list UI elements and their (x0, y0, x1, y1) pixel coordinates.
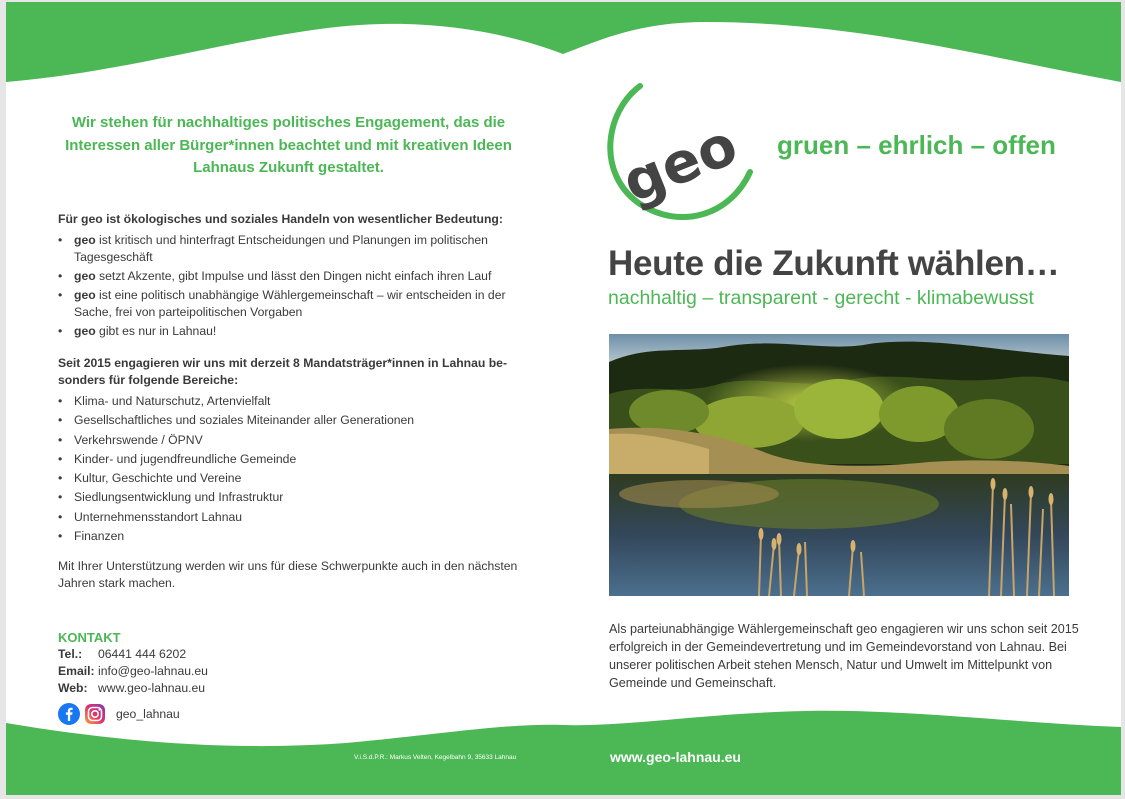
list-item: • Unternehmensstandort Lahnau (58, 509, 528, 526)
geo-logo (600, 64, 760, 224)
left-slogan: Wir stehen für nachhaltiges politisches Engagement, das die Interessen aller Bürger*innen beachtet und mit kreativen Ideen Lahnaus Zukunft gestaltet. (65, 114, 512, 176)
subheadline: nachhaltig – transparent - gerecht - klimabewusst (608, 287, 1034, 309)
contact-email-row (58, 663, 358, 680)
tagline: gruen – ehrlich – offen (777, 130, 1056, 160)
phone-label: Tel.: (58, 647, 83, 661)
web-label: Web: (58, 681, 88, 695)
email-link[interactable]: info@geo-lahnau.eu (98, 664, 208, 678)
areas-list (58, 393, 528, 545)
headline: Heute die Zukunft wählen… (608, 244, 1060, 283)
principles-section (58, 211, 528, 342)
contact-title: KONTAKT (58, 630, 121, 645)
list-item: • geo ist kritisch und hinterfragt Entscheidungen und Planungen im politischen Tagesgeschäft (58, 232, 528, 266)
list-item: • Finanzen (58, 528, 528, 545)
phone-number[interactable]: 06441 444 6202 (98, 647, 187, 661)
list-item: • Verkehrswende / ÖPNV (58, 432, 528, 449)
imprint-text: V.i.S.d.P.R.: Markus Velten, Kegelbahn 9, 35633 Lahnau (354, 754, 517, 761)
top-green-wave (6, 2, 1121, 92)
footer-website-link[interactable]: www.geo-lahnau.eu (610, 749, 741, 765)
social-handle[interactable]: geo_lahnau (116, 706, 180, 721)
list-item: • Kultur, Geschichte und Vereine (58, 470, 528, 487)
list-item: • Gesellschaftliches und soziales Miteinander aller Generationen (58, 412, 528, 429)
principles-list (58, 232, 528, 340)
bottom-green-wave (6, 703, 1121, 795)
list-item: • geo setzt Akzente, gibt Impulse und lässt den Dingen nicht einfach ihren Lauf (58, 268, 528, 285)
list-item: • geo gibt es nur in Lahnau! (58, 323, 528, 340)
web-link[interactable]: www.geo-lahnau.eu (98, 681, 206, 695)
list-item: • geo ist eine politisch unabhängige Wählergemeinschaft – wir entscheiden in der Sache, frei von parteipolitischen Vorgaben (58, 287, 528, 321)
principles-heading: Für geo ist ökologisches und soziales Handeln von wesentlicher Bedeutung: (58, 212, 503, 226)
support-text: Mit Ihrer Unterstützung werden wir uns für diese Schwerpunkte auch in den nächsten Jahren stark machen. (58, 559, 518, 590)
lake-landscape-photo (609, 334, 1069, 596)
flyer-page (6, 2, 1121, 795)
email-label: Email: (58, 664, 95, 678)
areas-section (58, 355, 528, 547)
list-item: • Siedlungsentwicklung und Infrastruktur (58, 489, 528, 506)
list-item: • Kinder- und jugendfreundliche Gemeinde (58, 451, 528, 468)
contact-phone-row (58, 646, 358, 663)
contact-web-row (58, 680, 358, 697)
areas-heading: Seit 2015 engagieren wir uns mit derzeit 8 Mandatsträger*innen in Lahnau be-sonders für folgende Bereiche: (58, 356, 508, 387)
list-item: • Klima- und Naturschutz, Artenvielfalt (58, 393, 528, 410)
logo-text: geo (613, 112, 747, 217)
about-text: Als parteiunabhängige Wählergemeinschaft geo engagieren wir uns schon seit 2015 erfolgreich in der Gemeindevertretung und im Gemeindevorstand von Lahnau. Bei unserer politischen Arbeit stehen Mensch, Natur und Umwelt im Mittelpunkt von Gemeinde und Gemeinschaft. (609, 622, 1079, 690)
